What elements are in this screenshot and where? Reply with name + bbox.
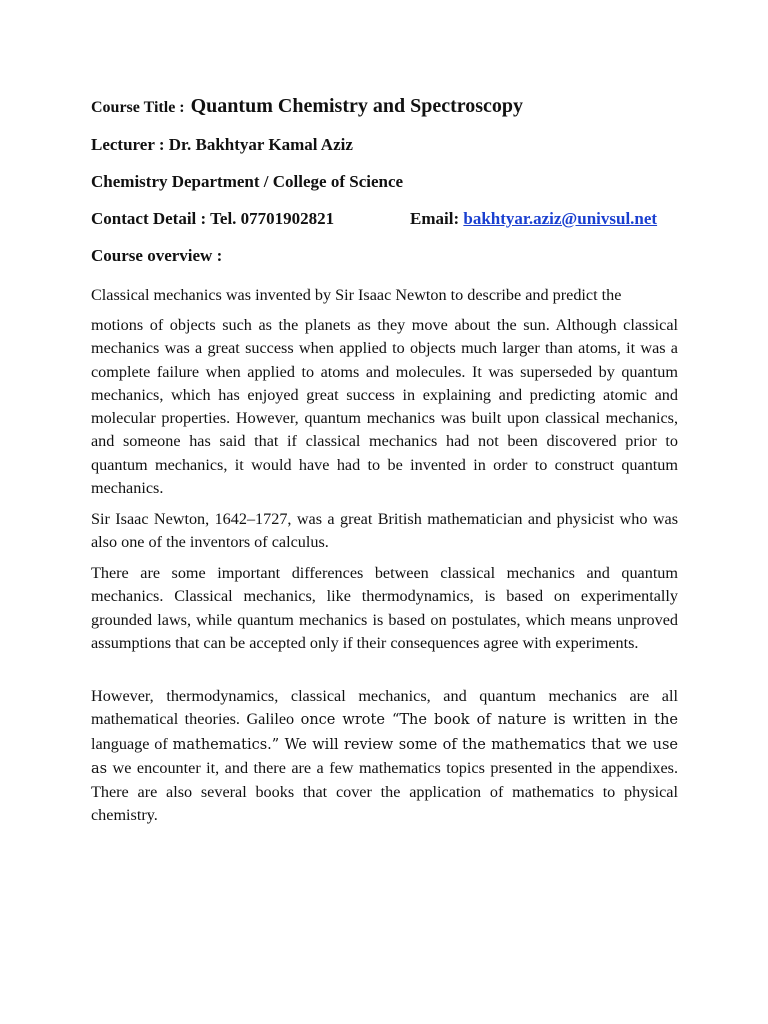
paragraph-1: motions of objects such as the planets as they move about the sun. Although classical mechanics was a great success when applied to objects much larger than atoms, it was a complete failure when applied to atoms and molecules. It was superseded by quantum mechanics, which has enjoyed great success in explaining and predicting atomic and molecular properties. However, quantum mechanics was built upon classical mechanics, and someone has said that if classical mechanics had not been discovered prior to quantum mechanics, it would have had to be invented in order to construct quantum mechanics. [91,316,678,498]
paragraph-1-first-line: Classical mechanics was invented by Sir Isaac Newton to describe and predict the [91,286,622,304]
course-title-line [91,96,523,118]
paragraph-2: Sir Isaac Newton, 1642–1727, was a great British mathematician and physicist who was also one of the inventors of calculus. [91,510,678,552]
paragraph-3-text: There are some important differences between classical mechanics and quantum mechanics. Classical mechanics, like thermodynamics, is based on experimentally grounded laws, while quantum mechanics is based on postulates, which means unproved assumptions that can be accepted only if their consequences agree with experiments. [91,564,678,652]
email-group [410,209,657,229]
paragraph-4-part-a: However, thermodynamics, classical mechanics, and quantum mechanics are all mathematical theories. Galileo [91,687,678,729]
paragraph-4 [91,685,678,828]
contact-detail: Contact Detail : Tel. 07701902821 [91,209,335,228]
paragraph-3 [91,562,678,655]
galileo-quote-end: mathematics.” We will review some of the mathematics that we use as [91,736,679,777]
contact-line [91,209,691,229]
email-label: Email: [410,209,460,228]
email-link[interactable]: bakhtyar.aziz@univsul.net [463,209,658,228]
course-title: Quantum Chemistry and Spectroscopy [190,95,524,117]
paragraph-4-part-c: language of [91,734,173,753]
paragraph-4-part-e: we encounter it, and there are a few mathematics topics presented in the appendixes. There are also several books that cover the application of mathematics to physical chemistry. [91,758,678,825]
lecturer-line: Lecturer : Dr. Bakhtyar Kamal Aziz [91,135,353,154]
galileo-quote-start: once wrote “The book of nature is written in the [300,712,678,729]
course-title-label: Course Title : [91,99,185,116]
overview-heading: Course overview : [91,246,223,265]
department-line: Chemistry Department / College of Science [91,172,404,191]
